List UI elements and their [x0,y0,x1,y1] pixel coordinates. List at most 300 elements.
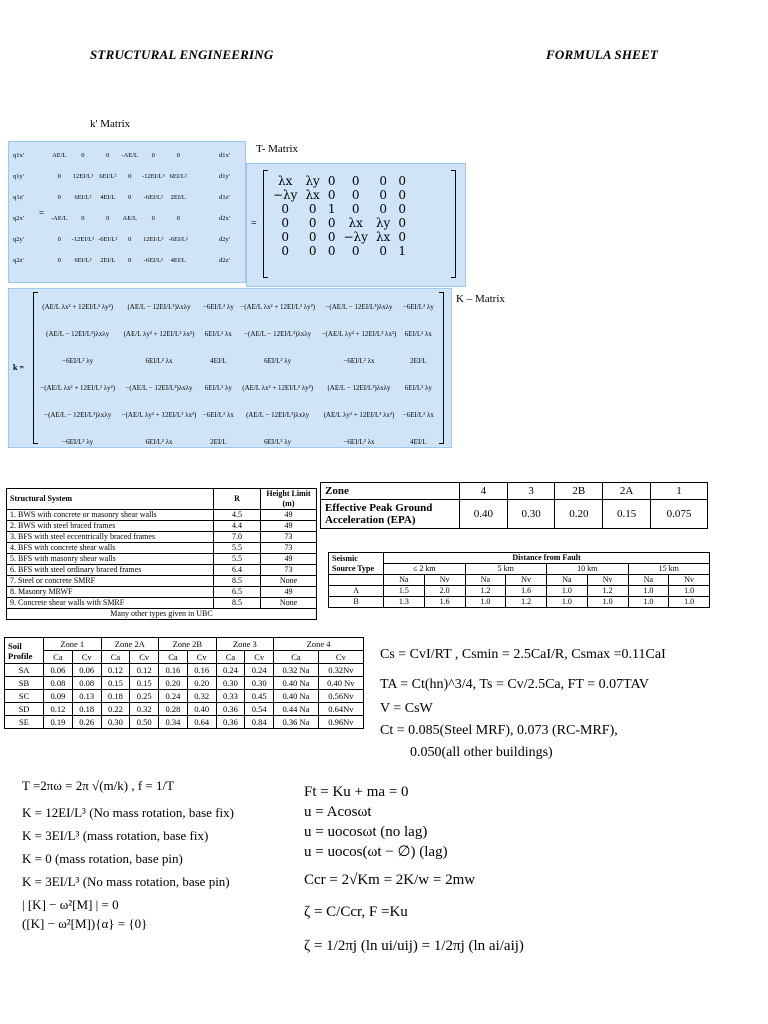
epa-value: 0.075 [650,500,707,529]
dyn-right-line: u = Acosωt [304,804,372,820]
soil-cell: 0.45 [245,690,274,703]
k-cell: −(AE/L − 12EI/L³)λxλy [125,383,193,392]
soil-cell: 0.44 Na [274,703,319,716]
struct-r: 6.5 [214,587,261,598]
fault-cell: 1.0 [669,586,710,597]
kprime-right-entry: d2y' [219,236,230,244]
kprime-cell: 0 [151,215,155,223]
k-cell: (AE/L − 12EI/L³)λxλy [46,329,110,338]
t-cell: 0 [281,202,290,216]
soil-corner: Soil Profile [5,638,44,664]
k-cell: (AE/L − 12EI/L³)λxλy [246,410,310,419]
zone-header: 4 [460,483,508,500]
kprime-right-entry: d2z' [219,257,230,265]
zone-epa-table [320,482,708,529]
dyn-right-line: ζ = 1/2πj (ln ui/uij) = 1/2πj (ln ai/aij) [304,938,524,954]
kprime-cell: 0 [128,194,132,202]
fault-cell: 1.0 [465,597,506,608]
t-cell: λx [305,188,320,202]
fault-group: 10 km [547,564,629,575]
fault-cell: 1.6 [506,586,547,597]
soil-cell: 0.09 [44,690,73,703]
fault-cell: 1.3 [384,597,425,608]
soil-cell: 0.36 [216,716,245,729]
soil-sub: Cv [318,651,363,664]
formula-ta: TA = Ct(hn)^3/4, Ts = Cv/2.5Ca, FT = 0.07TAV [380,677,649,692]
zone-header: Zone [321,483,460,500]
k-cell: −(AE/L λx² + 12EI/L³ λy²) [40,383,116,392]
struct-r: 6.4 [214,565,261,576]
k-cell: 6EI/L² λy [204,383,232,392]
soil-cell: 0.64 [187,716,216,729]
kprime-cell: 0 [106,152,110,160]
struct-system: 3. BFS with steel eccentrically braced frames [7,532,214,543]
kprime-cell: 0 [57,194,61,202]
soil-cell: 0.16 [187,664,216,677]
dyn-right-line: Ccr = 2√Km = 2K/w = 2mw [304,872,476,888]
dyn-right-line: Ft = Ku + ma = 0 [304,784,409,800]
struct-height: None [261,576,317,587]
struct-system: 8. Masonry MRWF [7,587,214,598]
k-cell: −(AE/L λy² + 12EI/L³ λx²) [121,410,197,419]
soil-cell: 0.96Nv [318,716,363,729]
soil-cell: 0.06 [44,664,73,677]
t-cell: 0 [351,188,360,202]
soil-cell: 0.32 Na [274,664,319,677]
k-cell: −(AE/L − 12EI/L³)λxλy [244,329,312,338]
kprime-cell: 0 [57,173,61,181]
t-cell: −λy [343,230,368,244]
formula-ct: Ct = 0.085(Steel MRF), 0.073 (RC-MRF), [380,723,618,738]
t-cell: 0 [398,216,406,230]
kprime-matrix-body [49,146,190,272]
kprime-cell: -AE/L [121,152,139,160]
soil-zone: Zone 1 [44,638,102,651]
soil-cell: 0.20 [187,677,216,690]
soil-cell: 0.50 [130,716,159,729]
epa-value: 0.30 [507,500,555,529]
k-cell: 2EI/L [210,437,227,446]
header-right: FORMULA SHEET [546,47,659,62]
t-cell: 1 [398,244,406,258]
soil-cell: 0.32 [130,703,159,716]
soil-cell: 0.20 [159,677,188,690]
soil-cell: 0.19 [44,716,73,729]
kprime-cell: 6EI/L² [99,173,117,181]
kprime-left-entry: q2x' [13,215,24,223]
k-cell: −6EI/L² λy [62,437,94,446]
soil-cell: 0.56Nv [318,690,363,703]
t-matrix-body [269,174,410,258]
t-cell: 0 [379,188,387,202]
epa-label: Effective Peak Ground Acceleration (EPA) [321,500,460,529]
soil-cell: 0.32 [187,690,216,703]
dyn-left-line: ([K] − ω²[M]){α} = {0} [22,916,148,931]
k-matrix-body [37,293,437,455]
t-cell: 0 [398,188,406,202]
k-cell: −6EI/L² λx [343,437,375,446]
t-cell: 0 [398,202,406,216]
dyn-left-line: K = 3EI/L³ (No mass rotation, base pin) [22,874,230,889]
soil-zone: Zone 3 [216,638,274,651]
dyn-left-line: T =2πω = 2π √(m/k) , f = 1/T [22,778,175,793]
soil-cell: 0.32Nv [318,664,363,677]
zone-header: 2A [603,483,651,500]
t-cell: 0 [379,202,387,216]
soil-sub: Cv [245,651,274,664]
t-cell: 1 [327,202,336,216]
kprime-cell: 12EI/L³ [72,173,94,181]
soil-sub: Ca [216,651,245,664]
struct-system: 2. BWS with steel braced frames [7,521,214,532]
fault-distance-table [328,552,710,608]
kprime-cell: 6EI/L² [169,173,187,181]
fault-sub: Na [547,575,588,586]
k-cell: −(AE/L − 12EI/L³)λxλy [325,302,393,311]
t-matrix-label: T- Matrix [256,143,299,155]
k-cell: −6EI/L² λx [202,410,234,419]
kprime-cell: 0 [176,215,180,223]
soil-sub: Ca [44,651,73,664]
kprime-cell: -6EI/L² [143,257,163,265]
soil-cell: SA [5,664,44,677]
struct-header: Height Limit (m) [261,489,317,510]
dynamics-formulas-left [22,776,322,933]
struct-header: R [214,489,261,510]
kprime-left-entry: q1x' [13,152,24,160]
soil-profile-table [4,637,364,729]
soil-sub: Ca [101,651,130,664]
soil-cell: 0.30 [216,677,245,690]
formula-cs: Cs = CvI/RT , Csmin = 2.5CaI/R, Csmax =0.11CaI [380,647,666,662]
kprime-cell: 4EI/L [100,194,116,202]
structural-system-table [6,488,317,620]
k-matrix-label: K – Matrix [456,293,505,305]
k-cell: −6EI/L² λy [62,356,94,365]
t-cell: 0 [379,244,387,258]
struct-r: 8.5 [214,576,261,587]
t-cell: 0 [379,174,387,188]
soil-cell: 0.64Nv [318,703,363,716]
zone-header: 2B [555,483,603,500]
k-cell: 4EI/L [410,437,427,446]
kprime-cell: 6EI/L² [74,257,92,265]
struct-height: 73 [261,532,317,543]
k-cell: 6EI/L² λx [145,356,173,365]
formula-ct2: 0.050(all other buildings) [410,745,553,760]
k-cell: (AE/L λx² + 12EI/L³ λy²) [42,302,114,311]
soil-cell: 0.26 [72,716,101,729]
kprime-cell: 6EI/L² [74,194,92,202]
kprime-cell: 0 [151,152,155,160]
soil-cell: 0.36 [216,703,245,716]
soil-cell: 0.13 [72,690,101,703]
kprime-cell: 12EI/L³ [143,236,164,244]
fault-cell: 1.0 [547,597,588,608]
struct-system: 9. Concrete shear walls with SMRF [7,598,214,609]
soil-cell: 0.16 [159,664,188,677]
fault-cell: 1.0 [669,597,710,608]
struct-system: 7. Steel or concrete SMRF [7,576,214,587]
dyn-right-line: u = uocosωt (no lag) [304,824,428,840]
dyn-left-line: K = 3EI/L³ (mass rotation, base fix) [22,828,209,843]
fault-cell: 1.2 [587,586,628,597]
soil-cell: 0.40 Na [274,690,319,703]
zone-header: 3 [507,483,555,500]
struct-system: 5. BFS with masonry shear walls [7,554,214,565]
k-eq-label: k = [13,363,25,372]
soil-zone: Zone 2B [159,638,217,651]
soil-cell: 0.08 [44,677,73,690]
t-cell: 0 [327,216,336,230]
k-cell: −(AE/L − 12EI/L³)λxλy [44,410,112,419]
t-cell: 0 [327,174,336,188]
k-cell: (AE/L λx² + 12EI/L³ λy²) [242,383,314,392]
dyn-left-line: | [K] − ω²[M] | = 0 [22,897,119,912]
soil-cell: 0.06 [72,664,101,677]
epa-value: 0.40 [460,500,508,529]
fault-group: ≤ 2 km [384,564,466,575]
kprime-right-entry: d1z' [219,194,230,202]
t-matrix-block: = λx λy 0 0 0 0 −λy λx 0 0 0 0 0 0 1 0 0 0 0 0 0 λx λy 0 0 0 0 −λy λx 0 0 0 0 0 0 1 [246,163,466,287]
seismic-formulas [380,644,760,764]
struct-r: 5.5 [214,554,261,565]
soil-cell: SC [5,690,44,703]
kprime-cell: 2EI/L [170,194,186,202]
k-cell: (AE/L λy² + 12EI/L³ λx²) [123,329,195,338]
kprime-cell: -AE/L [51,215,68,223]
soil-cell: 0.54 [245,703,274,716]
kprime-cell: -12EI/L³ [142,173,165,181]
struct-system: 6. BFS with steel ordinary braced frames [7,565,214,576]
kprime-cell: AE/L [52,152,67,160]
kprime-right-entry: d2x' [219,215,230,223]
kprime-left-entry: q1y' [13,173,24,181]
fault-title: Distance from Fault [384,553,710,564]
soil-cell: 0.15 [101,677,130,690]
kprime-cell: 0 [57,236,61,244]
struct-height: 49 [261,521,317,532]
soil-cell: 0.34 [159,716,188,729]
struct-r: 4.4 [214,521,261,532]
dyn-left-line: K = 12EI/L³ (No mass rotation, base fix) [22,805,234,820]
k-cell: 4EI/L [210,356,227,365]
dynamics-formulas-right [304,782,744,956]
t-cell: 0 [308,202,317,216]
kprime-cell: -12EI/L³ [71,236,95,244]
soil-cell: SB [5,677,44,690]
kprime-left-entry: q1z' [13,194,24,202]
soil-cell: 0.30 [101,716,130,729]
t-cell: 0 [398,230,406,244]
fault-cell: 1.0 [547,586,588,597]
struct-r: 5.5 [214,543,261,554]
kprime-cell: 0 [128,173,132,181]
soil-cell: 0.24 [245,664,274,677]
formula-v: V = CsW [380,701,433,716]
k-cell: −(AE/L λy² + 12EI/L³ λx²) [321,329,397,338]
kprime-cell: AE/L [122,215,137,223]
t-cell: −λy [273,188,298,202]
t-cell: 0 [327,244,336,258]
t-cell: 0 [308,244,317,258]
soil-cell: 0.28 [159,703,188,716]
kprime-cell: 0 [81,152,85,160]
soil-zone: Zone 4 [274,638,364,651]
struct-height: 49 [261,510,317,521]
soil-sub: Cv [72,651,101,664]
zone-header: 1 [650,483,707,500]
t-cell: λx [375,230,391,244]
struct-height: 73 [261,543,317,554]
kprime-right-entry: d1x' [219,152,230,160]
soil-cell: 0.40 Na [274,677,319,690]
kprime-cell: 0 [106,215,110,223]
kprime-cell: 0 [81,215,85,223]
soil-cell: 0.36 Na [274,716,319,729]
k-cell: −6EI/L² λx [343,356,375,365]
epa-value: 0.15 [603,500,651,529]
fault-cell: 1.6 [424,597,465,608]
soil-cell: 0.24 [159,690,188,703]
fault-cell: 1.0 [628,586,669,597]
fault-sub: Na [465,575,506,586]
fault-sub: Na [384,575,425,586]
header-left: STRUCTURAL ENGINEERING [90,47,274,62]
fault-sub: Nv [587,575,628,586]
soil-sub: Ca [159,651,188,664]
fault-cell: 1.0 [587,597,628,608]
struct-height: 49 [261,554,317,565]
soil-cell: SD [5,703,44,716]
soil-cell: 0.40 [187,703,216,716]
struct-system: 1. BWS with concrete or masonry shear walls [7,510,214,521]
soil-cell: 0.18 [101,690,130,703]
t-cell: 0 [327,188,336,202]
soil-cell: 0.12 [44,703,73,716]
soil-cell: 0.33 [216,690,245,703]
soil-cell: 0.12 [130,664,159,677]
t-cell: λy [305,174,320,188]
fault-cell: 1.2 [465,586,506,597]
fault-sub: Nv [424,575,465,586]
t-cell: 0 [351,202,360,216]
struct-header: Structural System [7,489,214,510]
fault-cell: 1.2 [506,597,547,608]
soil-cell: 0.30 [245,677,274,690]
struct-r: 7.0 [214,532,261,543]
struct-footer: Many other types given in UBC [7,609,317,620]
t-cell: 0 [281,216,290,230]
k-cell: 2EI/L [410,356,427,365]
fault-group: 5 km [465,564,547,575]
struct-system: 4. BFS with concrete shear walls [7,543,214,554]
t-cell: λy [375,216,391,230]
soil-cell: 0.18 [72,703,101,716]
t-cell: λx [278,174,293,188]
k-cell: (AE/L λy² + 12EI/L³ λx²) [323,410,395,419]
soil-zone: Zone 2A [101,638,159,651]
struct-r: 8.5 [214,598,261,609]
kprime-cell: -6EI/L² [168,236,188,244]
fault-cell: B [329,597,384,608]
kprime-left-vector [11,146,26,272]
soil-sub: Ca [274,651,319,664]
soil-cell: 0.08 [72,677,101,690]
soil-cell: 0.84 [245,716,274,729]
fault-sub: Na [628,575,669,586]
kprime-cell: 0 [128,236,132,244]
kprime-label: k' Matrix [90,118,131,130]
k-cell: −6EI/L² λy [202,302,234,311]
soil-cell: 0.24 [216,664,245,677]
fault-cell: 1.0 [628,597,669,608]
t-cell: 0 [351,244,360,258]
struct-height: 49 [261,587,317,598]
t-cell: 0 [351,174,360,188]
kprime-cell: 4EI/L [170,257,186,265]
kprime-cell: 0 [57,257,61,265]
fault-col1: Seismic Source Type [329,553,384,575]
kprime-cell: 0 [128,257,132,265]
soil-cell: 0.15 [130,677,159,690]
k-cell: 6EI/L² λy [404,383,432,392]
soil-sub: Cv [187,651,216,664]
k-cell: 6EI/L² λx [145,437,173,446]
t-cell: 0 [281,244,290,258]
soil-cell: SE [5,716,44,729]
kprime-right-entry: d1y' [219,173,230,181]
kprime-right-vector [217,146,232,272]
t-cell: 0 [398,174,406,188]
k-cell: −(AE/L λx² + 12EI/L³ λy²) [240,302,316,311]
dyn-right-line: ζ = C/Ccr, F =Ku [304,904,408,920]
k-cell: 6EI/L² λx [404,329,432,338]
k-cell: 6EI/L² λy [264,437,292,446]
t-cell: λx [348,216,363,230]
k-cell: 6EI/L² λy [264,356,292,365]
soil-sub: Cv [130,651,159,664]
soil-cell: 0.25 [130,690,159,703]
kprime-left-entry: q2z' [13,257,24,265]
kprime-matrix-block: q1x' q1y' q1z' q2x' q2y' q2z' = AE/L 0 0 -AE/L 0 0 0 12EI/L³ 6EI/L² 0 -12EI/L³ 6EI/L² 0 6EI/L² 4EI/L 0 -6EI/L² 2EI/L -AE/L 0 0 AE/L 0 0 0 -12EI/L³ -6EI/L² 0 12EI/L³ -6EI/L² 0 6EI/L² 2EI/L 0 -6EI/L² 4EI/L d1x' d1y' d1z' d2x' d2y' d2z' [8,141,246,283]
k-cell: 6EI/L² λx [204,329,232,338]
t-cell: 0 [308,230,317,244]
k-matrix-block [8,288,452,448]
t-cell: 0 [281,230,290,244]
soil-cell: 0.22 [101,703,130,716]
fault-sub: Nv [506,575,547,586]
struct-height: None [261,598,317,609]
fault-cell: A [329,586,384,597]
kprime-cell: -6EI/L² [143,194,163,202]
fault-cell: 2.0 [424,586,465,597]
dyn-left-line: K = 0 (mass rotation, base pin) [22,851,183,866]
t-cell: 0 [308,216,317,230]
kprime-left-entry: q2y' [13,236,24,244]
k-cell: −6EI/L² λx [402,410,434,419]
epa-value: 0.20 [555,500,603,529]
soil-cell: 0.40 Nv [318,677,363,690]
struct-r: 4.5 [214,510,261,521]
t-cell: 0 [327,230,336,244]
k-cell: (AE/L − 12EI/L³)λxλy [127,302,191,311]
fault-sub: Nv [669,575,710,586]
kprime-cell: -6EI/L² [98,236,118,244]
dyn-right-line: u = uocos(ωt − ∅) (lag) [304,844,448,860]
fault-cell: 1.5 [384,586,425,597]
kprime-cell: 0 [176,152,180,160]
